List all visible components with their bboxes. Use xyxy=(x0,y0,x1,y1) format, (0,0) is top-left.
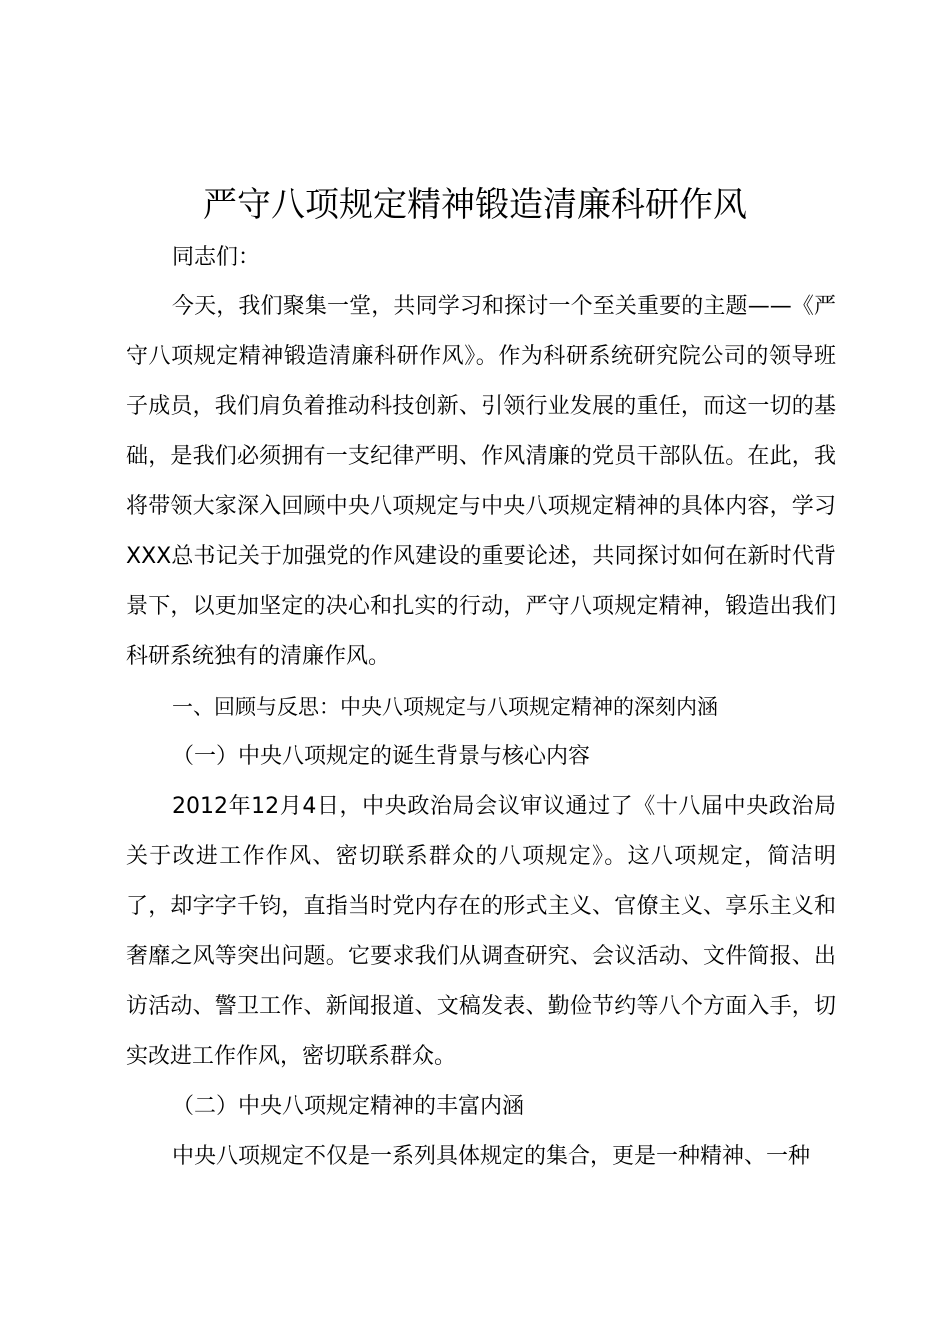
document-title: 严守八项规定精神锻造清廉科研作风 xyxy=(203,185,747,225)
paragraph-spirit: 中央八项规定不仅是一系列具体规定的集合，更是一种精神、一种 xyxy=(172,1144,811,1169)
subsection-heading-2: （二）中央八项规定精神的丰富内涵 xyxy=(172,1094,525,1119)
subsection-heading-1: （一）中央八项规定的诞生背景与核心内容 xyxy=(172,744,591,769)
section-heading-1: 一、回顾与反思：中央八项规定与八项规定精神的深刻内涵 xyxy=(172,695,718,719)
paragraph-intro: 今天，我们聚集一堂，共同学习和探讨一个至关重要的主题——《严守八项规定精神锻造清廉科研作风》。作为科研系统研究院公司的领导班子成员，我们肩负着推动科技创新、引领行业发展的重任，而这一切的基础，是我们必须拥有一支纪律严明、作风清廉的党员干部队伍。在此，我将带领大家深入回顾中央八项规定与中央八项规定精神的具体内容，学习XXX总书记关于加强党的作风建设的重要论述，共同探讨如何在新时代背景下，以更加坚定的决心和扎实的行动，严守八项规定精神，锻造出我们科研系统独有的清廉作风。 xyxy=(126,294,836,669)
paragraph-background: 2012年12月4日，中央政治局会议审议通过了《十八届中央政治局关于改进工作作风、密切联系群众的八项规定》。这八项规定，简洁明了，却字字千钧，直指当时党内存在的形式主义、官僚主义、享乐主义和奢靡之风等突出问题。它要求我们从调查研究、会议活动、文件简报、出访活动、警卫工作、新闻报道、文稿发表、勤俭节约等八个方面入手，切实改进工作作风，密切联系群众。 xyxy=(126,794,836,1069)
salutation: 同志们： xyxy=(172,245,261,270)
